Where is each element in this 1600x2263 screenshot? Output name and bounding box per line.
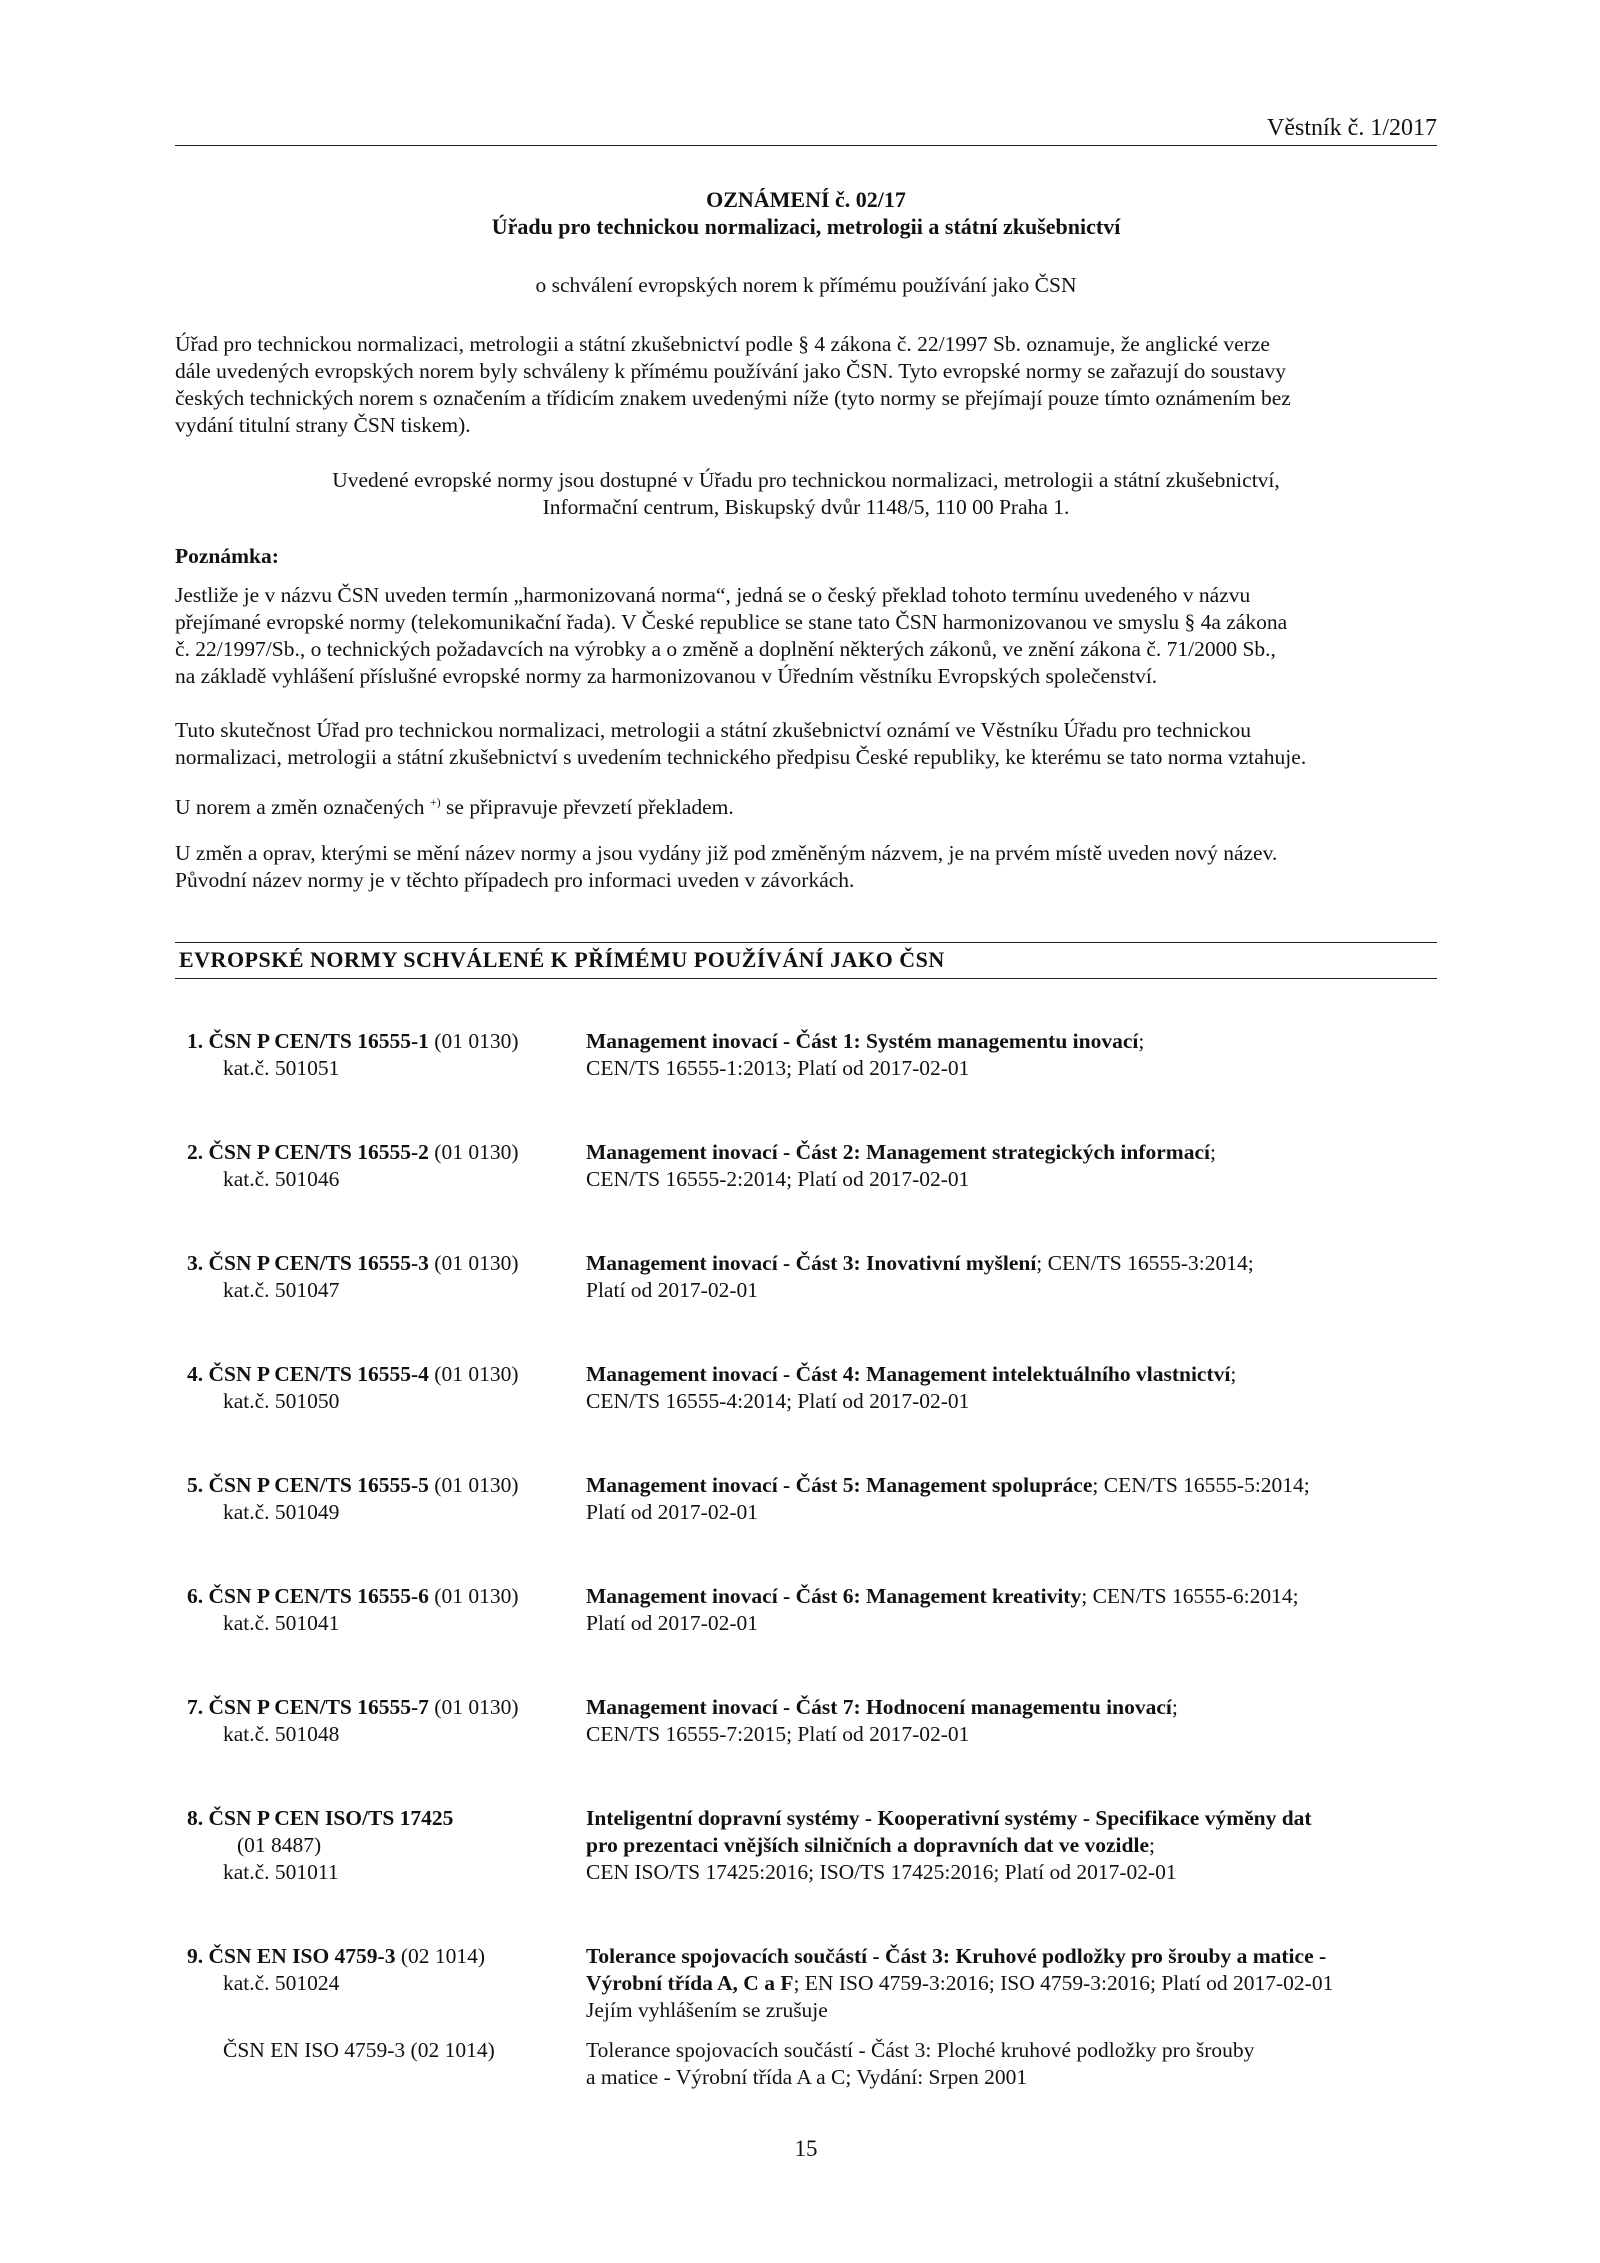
note-label: Poznámka: <box>175 544 279 568</box>
norm-details: CEN/TS 16555-1:2013; Platí od 2017-02-01 <box>586 1056 970 1080</box>
note-line: Tuto skutečnost Úřad pro technickou normalizaci, metrologii a státní zkušebnictví oznámí ve Věstníku Úřadu pro technickou <box>175 718 1251 742</box>
intro-line: vydání titulní strany ČSN tiskem). <box>175 413 471 437</box>
norm-title: Management inovací - Část 7: Hodnocení managementu inovací <box>586 1695 1172 1719</box>
norm-title: Management inovací - Část 4: Management intelektuálního vlastnictví <box>586 1362 1231 1386</box>
norm-code: 1. ČSN P CEN/TS 16555-1 <box>187 1029 429 1053</box>
norm-catalog-number: kat.č. 501047 <box>223 1278 340 1302</box>
announcement-title-block <box>175 186 1437 240</box>
journal-header: Věstník č. 1/2017 <box>1267 115 1437 141</box>
norm-code: 7. ČSN P CEN/TS 16555-7 <box>187 1695 429 1719</box>
norm-class: (01 0130) <box>428 1029 519 1053</box>
norm-class: (01 0130) <box>428 1362 519 1386</box>
norm-catalog-number: kat.č. 501049 <box>223 1500 340 1524</box>
availability-note <box>175 467 1437 521</box>
norm-code: 8. ČSN P CEN ISO/TS 17425 <box>187 1806 454 1830</box>
norm-details: CEN/TS 16555-7:2015; Platí od 2017-02-01 <box>586 1722 970 1746</box>
norm-class: (01 0130) <box>428 1695 519 1719</box>
norm-title: Management inovací - Část 5: Management spolupráce <box>586 1473 1093 1497</box>
norm-details: ; EN ISO 4759-3:2016; ISO 4759-3:2016; Platí od 2017-02-01 <box>793 1971 1334 1995</box>
norm-title: Management inovací - Část 6: Management kreativity <box>586 1584 1082 1608</box>
norm-class: (01 0130) <box>428 1473 519 1497</box>
norm-title: Management inovací - Část 1: Systém managementu inovací <box>586 1029 1139 1053</box>
norm-class: (01 8487) <box>237 1833 322 1857</box>
norm-details: Platí od 2017-02-01 <box>586 1611 758 1635</box>
norm-details: Platí od 2017-02-01 <box>586 1278 758 1302</box>
availability-line: Uvedené evropské normy jsou dostupné v Úřadu pro technickou normalizaci, metrologii a státní zkušebnictví, <box>332 468 1280 492</box>
norm-withdrawal-note: Jejím vyhlášením se zrušuje <box>586 1998 828 2022</box>
norm-code: 5. ČSN P CEN/TS 16555-5 <box>187 1473 429 1497</box>
norm-code: 6. ČSN P CEN/TS 16555-6 <box>187 1584 429 1608</box>
replaced-norm-code: ČSN EN ISO 4759-3 (02 1014) <box>223 2038 495 2062</box>
norm-details: CEN/TS 16555-4:2014; Platí od 2017-02-01 <box>586 1389 970 1413</box>
norm-title: Management inovací - Část 3: Inovativní myšlení <box>586 1251 1037 1275</box>
norm-title: Výrobní třída A, C a F <box>586 1971 794 1995</box>
header-divider <box>175 145 1437 146</box>
note-line: přejímané evropské normy (telekomunikační řada). V České republice se stane tato ČSN harmonizovanou ve smyslu § 4a zákona <box>175 610 1288 634</box>
norm-title: Management inovací - Část 2: Management strategických informací <box>586 1140 1210 1164</box>
norm-catalog-number: kat.č. 501050 <box>223 1389 340 1413</box>
norm-code: 3. ČSN P CEN/TS 16555-3 <box>187 1251 429 1275</box>
availability-line: Informační centrum, Biskupský dvůr 1148/5, 110 00 Praha 1. <box>542 495 1070 519</box>
norm-class: (01 0130) <box>428 1584 519 1608</box>
intro-line: dále uvedených evropských norem byly schváleny k přímému používání jako ČSN. Tyto evropské normy se zařazují do soustavy <box>175 359 1287 383</box>
norm-class: (01 0130) <box>428 1140 519 1164</box>
note-paragraph-4 <box>175 840 1437 894</box>
norm-class: (01 0130) <box>428 1251 519 1275</box>
norm-catalog-number: kat.č. 501041 <box>223 1611 340 1635</box>
intro-paragraph <box>175 331 1437 439</box>
norm-catalog-number: kat.č. 501024 <box>223 1971 340 1995</box>
note-paragraph-1 <box>175 582 1437 690</box>
note-line: Jestliže je v názvu ČSN uveden termín „harmonizovaná norma“, jedná se o český překlad tohoto termínu uvedeného v názvu <box>175 583 1251 607</box>
note-paragraph-3: U norem a změn označených +) se připravuje převzetí překladem. <box>175 795 734 820</box>
norm-catalog-number: kat.č. 501011 <box>223 1860 339 1884</box>
translation-mark: +) <box>429 795 441 809</box>
norm-catalog-number: kat.č. 501046 <box>223 1167 340 1191</box>
note-paragraph-2 <box>175 717 1437 771</box>
document-page: Věstník č. 1/2017 OZNÁMENÍ č. 02/17 Úřadu pro technickou normalizaci, metrologii a státní zkušebnictví o schválení evropských norem k přímému používání jako ČSN Úřad pro technickou normalizaci, metrologii a státní zkušebnictví podle § 4 zákona č. 22/1997 Sb. oznamuje, že anglické verze dále uvedených evropských norem byly schváleny k přímému používání jako ČSN. Tyto evropské normy se zařazují do soustavy českých technických norem s označením a třídicím znakem uvedenými níže (tyto normy se přejímají pouze tímto oznámením bez vydání titulní strany ČSN tiskem). Uvedené evropské normy jsou dostupné v Úřadu pro technickou normalizaci, metrologii a státní zkušebnictví, Informační centrum, Biskupský dvůr 1148/5, 110 00 Praha 1. Poznámka: Jestliže je v názvu ČSN uveden termín „harmonizovaná norma“, jedná se o český překlad tohoto termínu uvedeného v názvu přejímané evropské normy (telekomunikační řada). V České republice se stane tato ČSN harmonizovanou ve smyslu § 4a zákona č. 22/1997/Sb., o technických požadavcích na výrobky a o změně a doplnění některých zákonů, ve znění zákona č. 71/2000 Sb., na základě vyhlášení příslušné evropské normy za harmonizovanou v Úředním věstníku Evropských společenství. Tuto skutečnost Úřad pro technickou normalizaci, metrologii a státní zkušebnictví oznámí ve Věstníku Úřadu pro technickou normalizaci, metrologii a státní zkušebnictví s uvedením technického předpisu České republiky, ke kterému se tato norma vztahuje. U norem a změn označených +) se připravuje převzetí překladem. U změn a oprav, kterými se mění název normy a jsou vydány již pod změněným názvem, je na prvém místě uveden nový název. Původní název normy je v těchto případech pro informaci uveden v závorkách. EVROPSKÉ NORMY SCHVÁLENÉ K PŘÍMÉMU POUŽÍVÁNÍ JAKO ČSN 1. ČSN P CEN/TS 16555-1 (01 0130) kat.č. 501051 Management inovací - Část 1: Systém managementu inovací; CEN/TS 16555-1:2013; Platí od 2017-02-01 2. ČSN P CEN/TS 16555-2 (01 0130) kat.č. 501046 Management inovací - Část 2: Management strategických informací; CEN/TS 16555-2:2014; Platí od 2017-02-01 3. ČSN P CEN/TS 16555-3 (01 0130) kat.č. 501047 Management inovací - Část 3: Inovativní myšlení; CEN/TS 16555-3:2014; Platí od 2017-02-01 4. ČSN P CEN/TS 16555-4 (01 0130) kat.č. 501050 Management inovací - Část 4: Management intelektuálního vlastnictví; CEN/TS 16555-4:2014; Platí od 2017-02-01 5. ČSN P CEN/TS 16555-5 (01 0130) kat.č. 501049 Management inovací - Část 5: Management spolupráce; CEN/TS 16555-5:2014; Platí od 2017-02-01 6. ČSN P CEN/TS 16555-6 (01 0130) kat.č. 501041 Management inovací - Část 6: Management kreativity; CEN/TS 16555-6:2014; Platí od 2017-02-01 7. ČSN P CEN/TS 16555-7 (01 0130) kat.č. 501048 Management inovací - Část 7: Hodnocení managementu inovací; CEN/TS 16555-7:2015; Platí od 2017-02-01 8. ČSN P CEN ISO/TS 17425 (01 8487) kat.č. 501011 Inteligentní dopravní systémy - Kooperativní systémy - Specifikace výměny dat pro prezentaci vnějších silničních a dopravních dat ve vozidle; CEN ISO/TS 17425:2016; ISO/TS 17425:2016; Platí od 2017-02-01 9. ČSN EN ISO 4759-3 (02 1014) kat.č. 501024 Tolerance spojovacích součástí - Část 3: Kruhové podložky pro šrouby a matice - Výrobní třída A, C a F; EN ISO 4759-3:2016; ISO 4759-3:2016; Platí od 2017-02-01 Jejím vyhlášením se zrušuje ČSN EN ISO 4759-3 (02 1014) Tolerance spojovacích součástí - Část 3: Ploché kruhové podložky pro šrouby a matice - Výrobní třída A a C; Vydání: Srpen 2001 15 <box>175 115 1437 2161</box>
announcement-authority: Úřadu pro technickou normalizaci, metrologii a státní zkušebnictví <box>491 214 1121 239</box>
note-line: U změn a oprav, kterými se mění název normy a jsou vydány již pod změněným názvem, je na prvém místě uveden nový název. <box>175 841 1278 865</box>
note-line: na základě vyhlášení příslušné evropské normy za harmonizovanou v Úředním věstníku Evropských společenství. <box>175 664 1158 688</box>
norm-title: Tolerance spojovacích součástí - Část 3: Kruhové podložky pro šrouby a matice - <box>586 1944 1327 1968</box>
norm-title: Inteligentní dopravní systémy - Kooperativní systémy - Specifikace výměny dat <box>586 1806 1312 1830</box>
norm-details: Platí od 2017-02-01 <box>586 1500 758 1524</box>
norm-code: 9. ČSN EN ISO 4759-3 <box>187 1944 396 1968</box>
page-number: 15 <box>794 2136 818 2161</box>
replaced-norm-title: a matice - Výrobní třída A a C; Vydání: Srpen 2001 <box>586 2065 1028 2089</box>
replaced-norm-title: Tolerance spojovacích součástí - Část 3: Ploché kruhové podložky pro šrouby <box>586 2038 1255 2062</box>
announcement-title: OZNÁMENÍ č. 02/17 <box>706 187 906 212</box>
norm-title: pro prezentaci vnějších silničních a dopravních dat ve vozidle <box>586 1833 1149 1857</box>
norm-catalog-number: kat.č. 501051 <box>223 1056 340 1080</box>
intro-line: českých technických norem s označením a třídicím znakem uvedenými níže (tyto normy se přejímají pouze tímto oznámením bez <box>175 386 1291 410</box>
intro-line: Úřad pro technickou normalizaci, metrologii a státní zkušebnictví podle § 4 zákona č. 22/1997 Sb. oznamuje, že anglické verze <box>175 332 1270 356</box>
norm-class: (02 1014) <box>395 1944 486 1968</box>
section-heading: EVROPSKÉ NORMY SCHVÁLENÉ K PŘÍMÉMU POUŽÍVÁNÍ JAKO ČSN <box>179 947 945 972</box>
note-line: č. 22/1997/Sb., o technických požadavcích na výrobky a o změně a doplnění některých zákonů, ve znění zákona č. 71/2000 Sb., <box>175 637 1276 661</box>
norm-catalog-number: kat.č. 501048 <box>223 1722 340 1746</box>
norm-details: CEN ISO/TS 17425:2016; ISO/TS 17425:2016; Platí od 2017-02-01 <box>586 1860 1177 1884</box>
norm-details: CEN/TS 16555-2:2014; Platí od 2017-02-01 <box>586 1167 970 1191</box>
section-divider-top <box>175 942 1437 943</box>
note-line: normalizaci, metrologii a státní zkušebnictví s uvedením technického předpisu České republiky, ke kterému se tato norma vztahuje. <box>175 745 1307 769</box>
norm-code: 4. ČSN P CEN/TS 16555-4 <box>187 1362 429 1386</box>
section-divider-bottom <box>175 978 1437 979</box>
note-line: Původní název normy je v těchto případech pro informaci uveden v závorkách. <box>175 868 855 892</box>
announcement-subtitle: o schválení evropských norem k přímému používání jako ČSN <box>535 273 1077 297</box>
norm-code: 2. ČSN P CEN/TS 16555-2 <box>187 1140 429 1164</box>
